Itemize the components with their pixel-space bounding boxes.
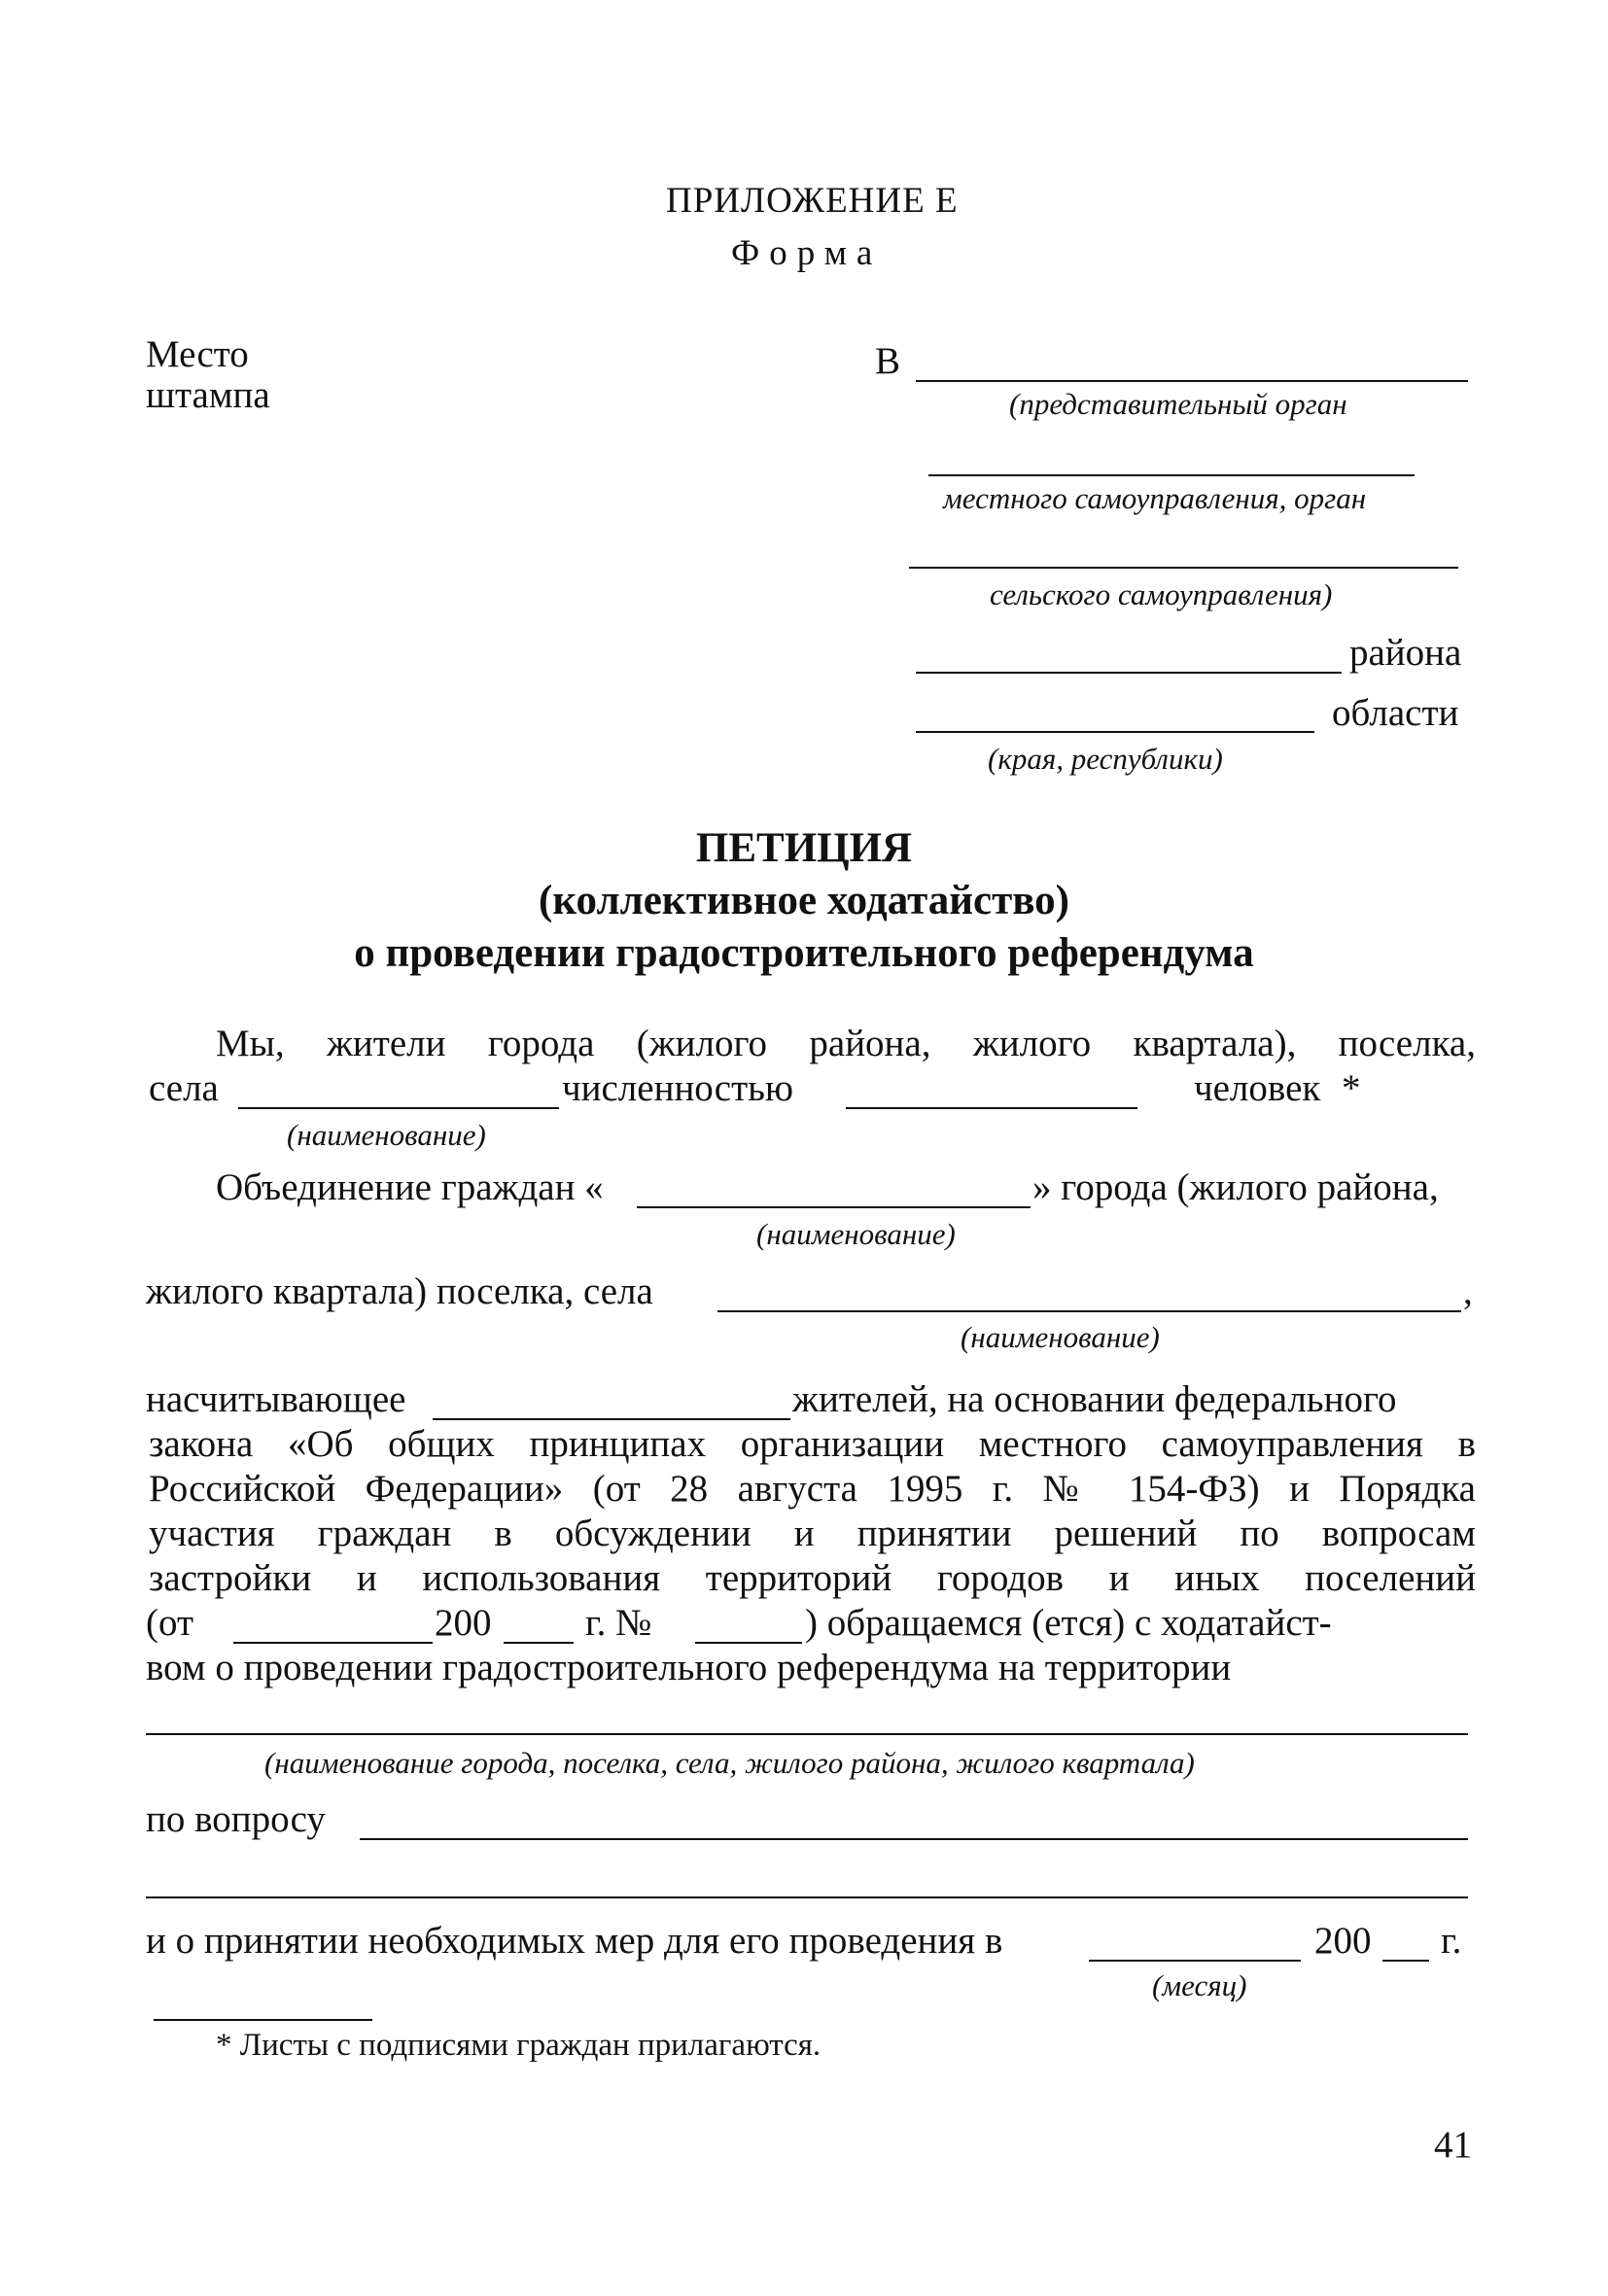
- address-hint-3: сельского самоуправления): [990, 577, 1333, 611]
- paragraph-4-line-7: вом о проведении градостроительного референдума на территории: [146, 1647, 1232, 1688]
- footnote-separator: [154, 2019, 372, 2021]
- territory-line: [146, 1733, 1468, 1735]
- date-from-label: (от: [146, 1602, 194, 1644]
- settlement-name-line: [717, 1310, 1461, 1312]
- stamp-place-line2: штампа: [146, 374, 270, 416]
- paragraph-4-line-4: участия граждан в обсуждении и принятии решений по вопросам: [149, 1513, 1476, 1554]
- association-label: Объединение граждан «: [216, 1166, 604, 1208]
- association-name-line: [637, 1206, 1031, 1208]
- territory-hint: (наименование города, поселка, села, жилого района, жилого квартала): [264, 1746, 1195, 1780]
- form-label: Форма: [731, 233, 883, 273]
- question-label: по вопросу: [146, 1798, 326, 1840]
- region-line: [916, 731, 1314, 733]
- residents-count-line: [433, 1418, 790, 1420]
- appendix-label: ПРИЛОЖЕНИЕ Е: [666, 181, 959, 221]
- address-hint-1: (представительный орган: [1009, 387, 1347, 421]
- footnote-text: * Листы с подписями граждан прилагаются.: [216, 2028, 821, 2063]
- association-name-hint: (наименование): [756, 1217, 956, 1251]
- paragraph-4-line-5: застройки и использования территорий городов и иных поселений: [149, 1557, 1476, 1599]
- district-label: района: [1349, 632, 1462, 674]
- address-line-2: [928, 474, 1415, 476]
- question-line-1: [360, 1838, 1468, 1840]
- number-label: г. №: [585, 1602, 652, 1644]
- measures-year-suffix: г.: [1441, 1920, 1462, 1962]
- settlement-comma: ,: [1463, 1270, 1473, 1312]
- village-name-hint: (наименование): [287, 1118, 486, 1152]
- association-tail: » города (жилого района,: [1032, 1166, 1439, 1208]
- date-year-line: [504, 1642, 574, 1644]
- address-to: В: [875, 340, 901, 382]
- people-label: человек: [1194, 1067, 1321, 1109]
- population-label: численностью: [562, 1067, 794, 1109]
- petition-tail: ) обращаемся (ется) с ходатайст-: [805, 1602, 1332, 1644]
- stamp-place-line1: Место: [146, 333, 249, 375]
- address-hint-4: (края, республики): [988, 742, 1223, 776]
- address-line-1: [916, 380, 1468, 382]
- petition-topic: о проведении градостроительного референдума: [354, 930, 1254, 976]
- population-line: [846, 1107, 1137, 1109]
- petition-title: ПЕТИЦИЯ: [695, 825, 913, 871]
- district-line: [916, 672, 1342, 674]
- village-label: села: [149, 1067, 219, 1109]
- month-line: [1089, 1960, 1301, 1962]
- address-line-3: [909, 567, 1458, 569]
- residents-label: жителей, на основании федерального: [792, 1378, 1397, 1420]
- address-hint-2: местного самоуправления, орган: [943, 481, 1367, 515]
- settlement-name-hint: (наименование): [961, 1320, 1160, 1354]
- settlement-label: жилого квартала) поселка, села: [146, 1270, 653, 1312]
- village-name-line: [238, 1107, 559, 1109]
- measures-year-line: [1382, 1960, 1429, 1962]
- measures-label: и о принятии необходимых мер для его проведения в: [146, 1920, 1003, 1962]
- petition-subtitle: (коллективное ходатайство): [539, 878, 1069, 923]
- month-hint: (месяц): [1152, 1968, 1247, 2002]
- paragraph-1-line-1: Мы, жители города (жилого района, жилого квартала), поселка,: [216, 1023, 1476, 1064]
- region-label: области: [1332, 692, 1459, 734]
- measures-year-prefix: 200: [1314, 1920, 1372, 1962]
- footnote-marker: *: [1342, 1067, 1361, 1109]
- paragraph-4-line-3: Российской Федерации» (от 28 августа 1995 г. № 154-ФЗ) и Порядка: [149, 1468, 1476, 1510]
- date-day-line: [233, 1642, 433, 1644]
- paragraph-4-line-2: закона «Об общих принципах организации местного самоуправления в: [149, 1423, 1476, 1465]
- number-line: [695, 1642, 802, 1644]
- question-line-2: [146, 1896, 1468, 1898]
- date-year-prefix: 200: [435, 1602, 492, 1644]
- counting-label: насчитывающее: [146, 1378, 406, 1420]
- page-number: 41: [1434, 2124, 1472, 2166]
